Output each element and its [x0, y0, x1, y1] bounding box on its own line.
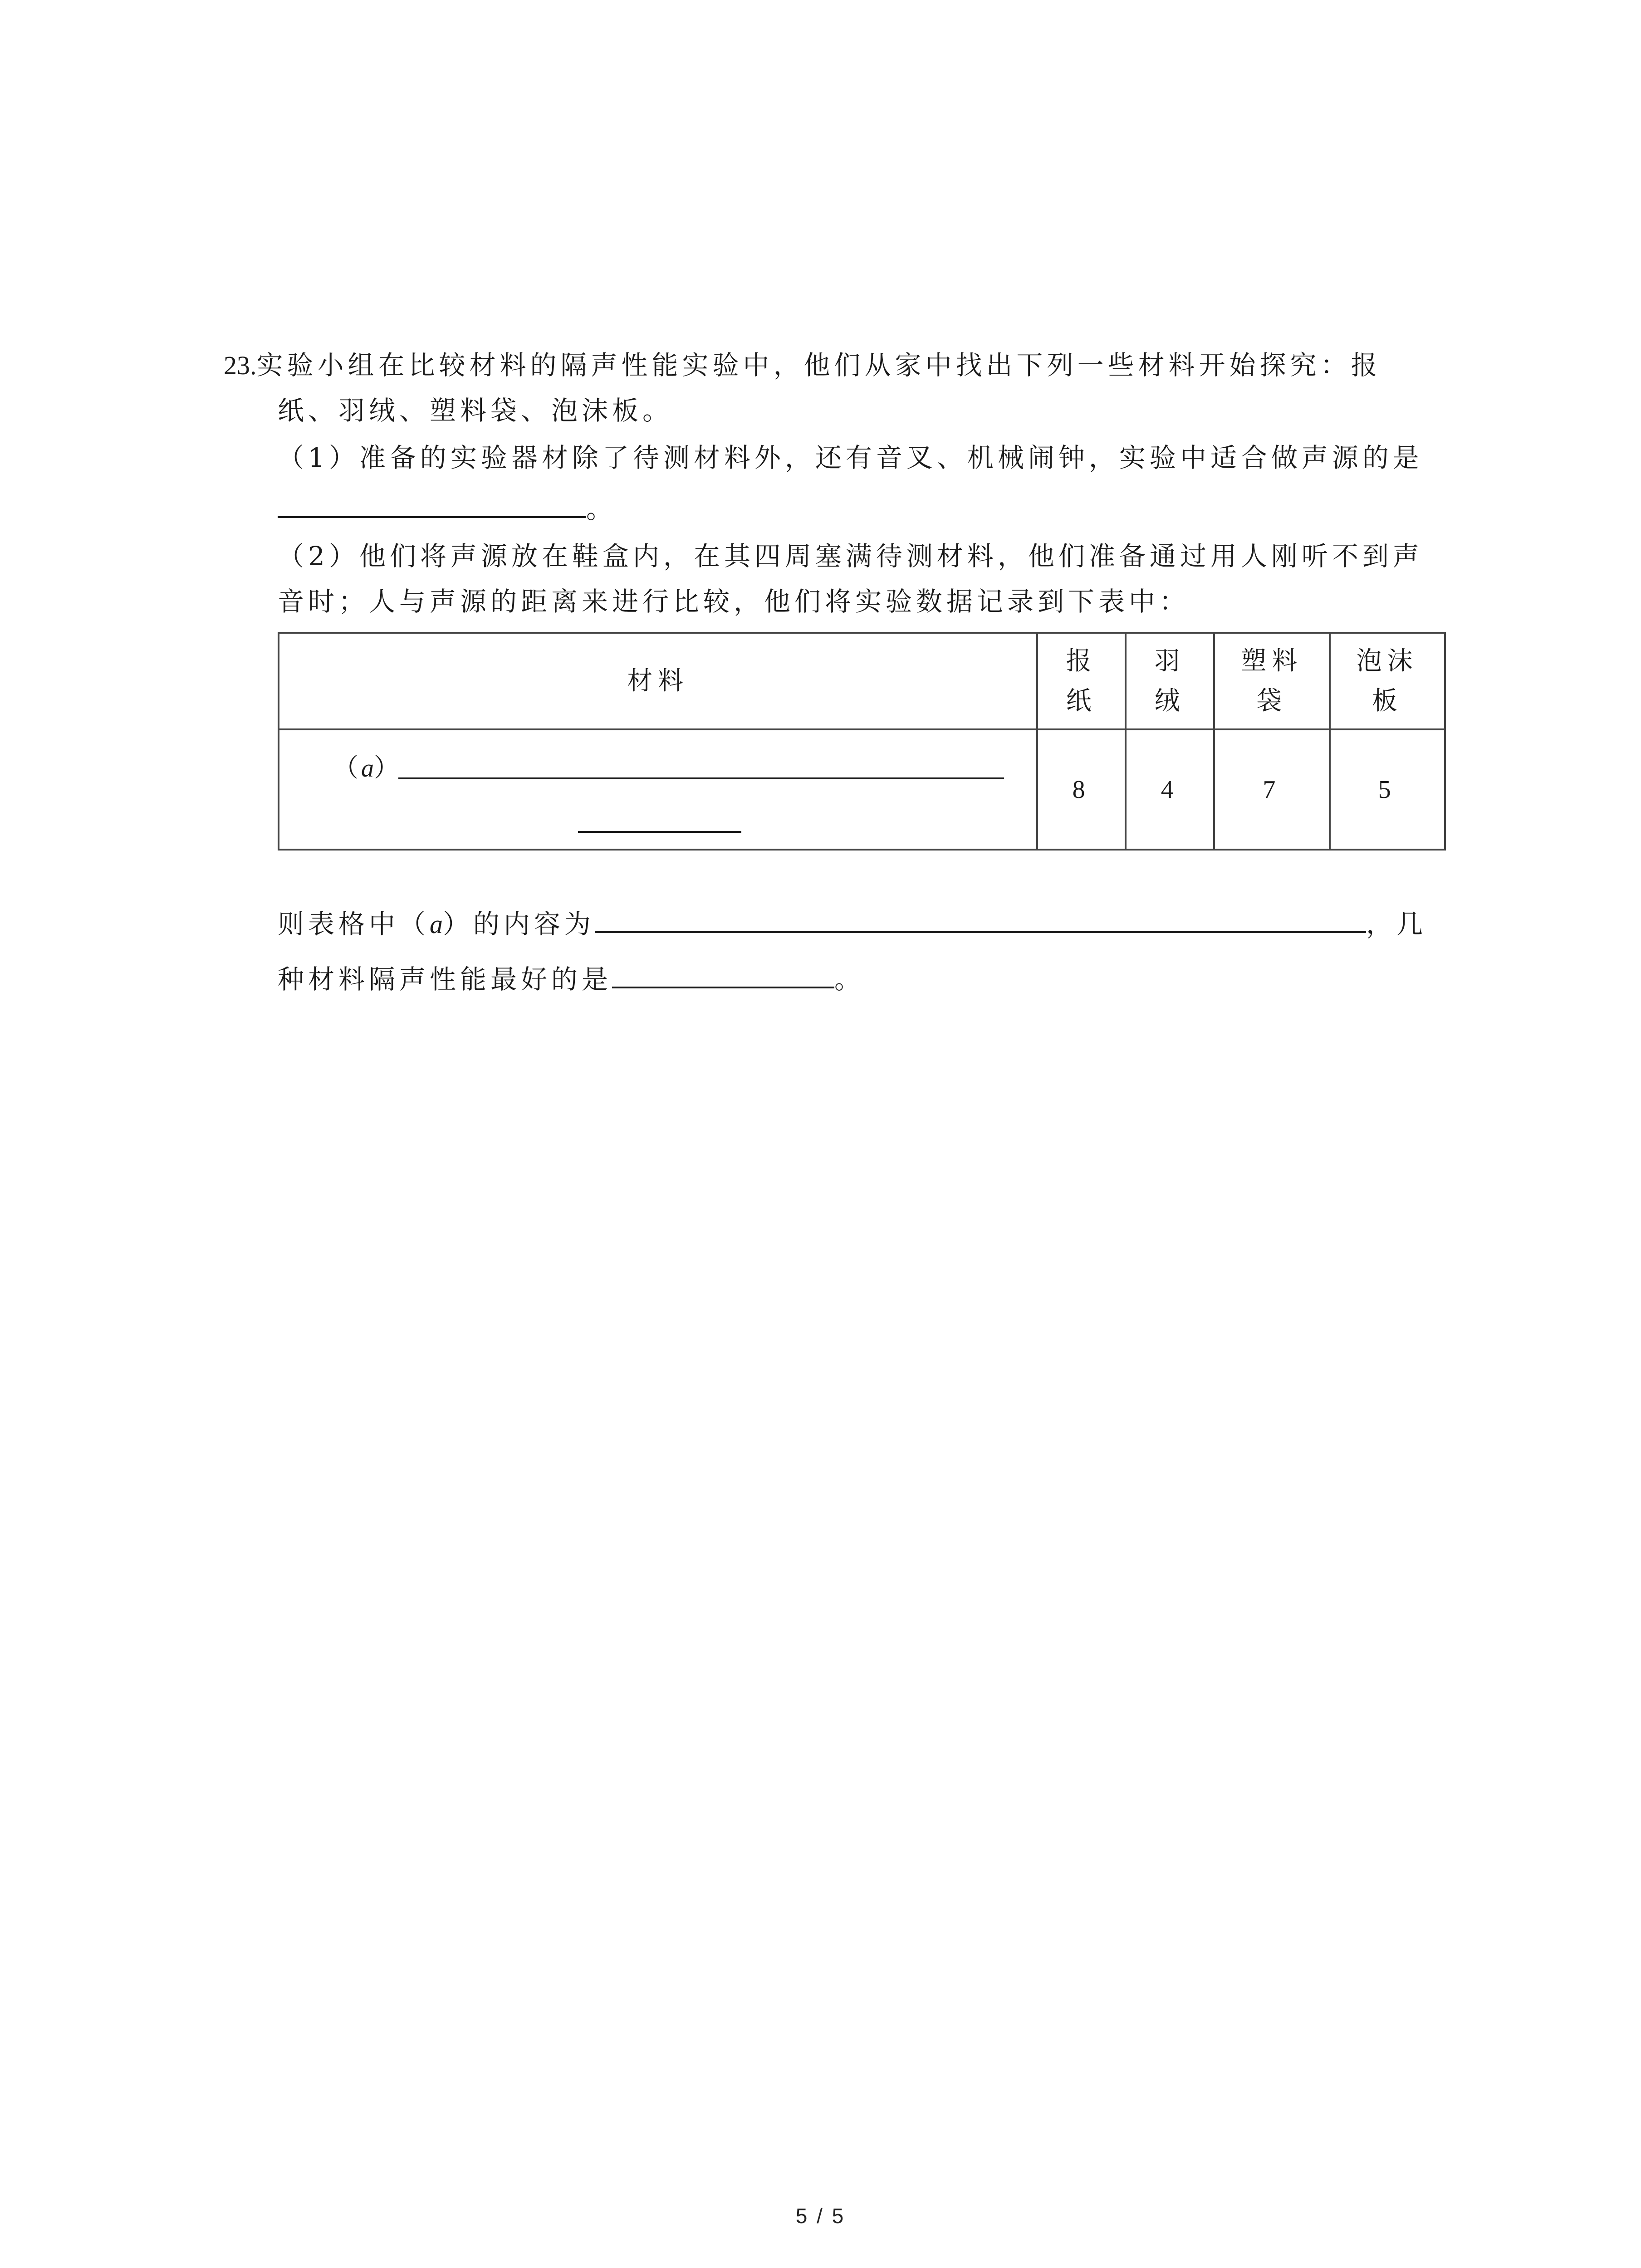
- header-cell-newspaper: 报 纸: [1037, 633, 1126, 729]
- value-cell-newspaper: 8: [1037, 729, 1126, 850]
- question-number: 23.: [224, 351, 257, 380]
- header-cell-down: 羽 绒: [1126, 633, 1214, 729]
- intro-text-1: 实验小组在比较材料的隔声性能实验中，他们从家中找出下列一些材料开始探究：报: [256, 350, 1381, 381]
- value-cell-down: 4: [1126, 729, 1214, 850]
- header-cell-foam-board: 泡沫 板: [1330, 633, 1445, 729]
- part2-line-1: （2）他们将声源放在鞋盒内，在其四周塞满待测材料，他们准备通过用人刚听不到声: [278, 541, 1423, 572]
- answer-line-2: 种材料隔声性能最好的是 。: [278, 959, 865, 999]
- answer-blank-row-a-line1[interactable]: [398, 777, 1004, 779]
- answer-blank-best-material[interactable]: [612, 959, 834, 988]
- answer-blank-row-a[interactable]: [595, 904, 1366, 933]
- page-number: 5 / 5: [795, 2204, 846, 2228]
- row-label-cell: [279, 729, 1037, 850]
- data-table: [278, 632, 1446, 850]
- part2-line-2: 音时；人与声源的距离来进行比较，他们将实验数据记录到下表中：: [278, 586, 1190, 617]
- answer-blank-row-a-line2[interactable]: [578, 831, 741, 833]
- part1-end-punct: 。: [586, 494, 617, 524]
- answer-blank-sound-source[interactable]: [278, 489, 586, 518]
- header-material-cell: 材料: [279, 633, 1037, 729]
- part1-answer-line: [278, 489, 617, 528]
- row-label: （a）: [333, 753, 402, 783]
- header-cell-plastic-bag: 塑料 袋: [1214, 633, 1329, 729]
- table-header-row: [279, 633, 1445, 729]
- value-cell-foam-board: 5: [1330, 729, 1445, 850]
- part1-line-1: （1）准备的实验器材除了待测材料外，还有音叉、机械闹钟，实验中适合做声源的是: [278, 442, 1423, 473]
- question-intro-line-2: 纸、羽绒、塑料袋、泡沫板。: [278, 395, 673, 426]
- value-cell-plastic-bag: 7: [1214, 729, 1329, 850]
- question-intro-line-1: [224, 346, 1381, 385]
- answer-line-1: 则表格中（a）的内容为 ，几: [278, 904, 1427, 944]
- table-data-row: [279, 729, 1445, 850]
